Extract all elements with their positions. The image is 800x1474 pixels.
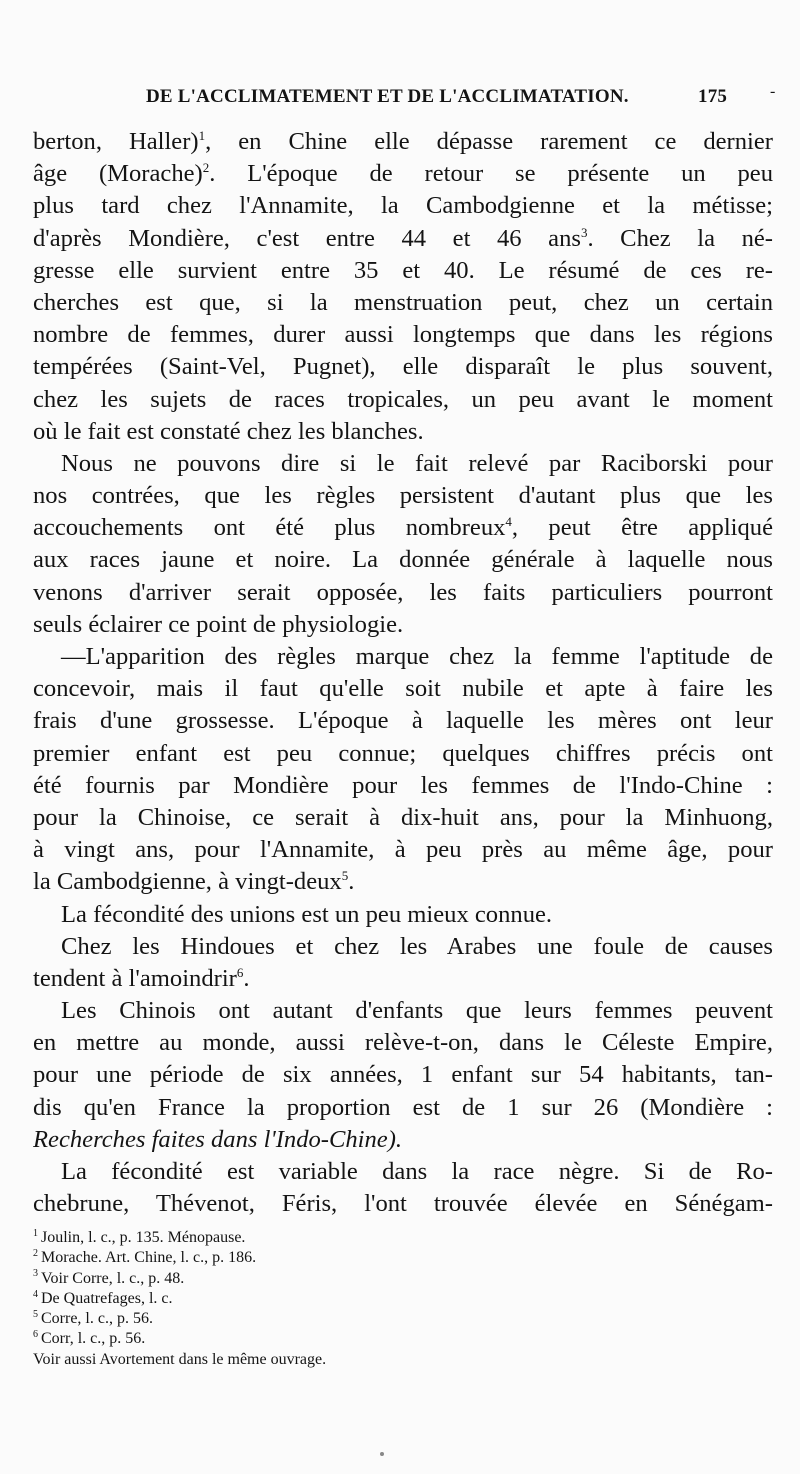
footnote-ref: 6 — [236, 964, 244, 980]
footnote-text: Corre, l. c., p. 56. — [41, 1310, 153, 1328]
footnote — [33, 1248, 773, 1268]
footnote-mark: 2 — [33, 1247, 38, 1259]
text-line: d'après Mondière, c'est entre 44 et 46 ans$^3$. Chez la né- — [33, 224, 773, 252]
footnote-ref: 3 — [580, 224, 588, 240]
footnote — [33, 1329, 773, 1349]
text-line: tendent à l'amoindrir$^6$. — [33, 964, 250, 992]
footnote — [33, 1350, 773, 1370]
footnote-mark: 5 — [33, 1308, 38, 1320]
footnote-text: Voir aussi Avortement dans le même ouvrage. — [33, 1350, 327, 1368]
footnote-text: Morache. Art. Chine, l. c., p. 186. — [41, 1249, 257, 1267]
margin-mark: - — [770, 83, 776, 100]
footnote-text: Joulin, l. c., p. 135. Ménopause. — [41, 1229, 246, 1246]
footnote-text: De Quatrefages, l. c. — [41, 1289, 173, 1307]
footnote-ref: 1 — [198, 127, 206, 143]
footnote-text: Voir Corre, l. c., p. 48. — [41, 1269, 185, 1287]
print-speck — [380, 1452, 384, 1456]
text-line: chebrune, Thévenot, Féris, l'ont trouvée élevée en Sénégam- — [33, 1190, 773, 1218]
footnote-mark: 3 — [33, 1268, 38, 1280]
text-line: berton, Haller)$^1$, en Chine elle dépasse rarement ce dernier — [33, 127, 773, 155]
text-line: Nous ne pouvons dire si le fait relevé par Raciborski pour — [61, 449, 773, 477]
text-line: où le fait est constaté chez les blanches. — [33, 417, 424, 445]
text-line: Les Chinois ont autant d'enfants que leurs femmes peuvent — [61, 997, 773, 1025]
text-line: Chez les Hindoues et chez les Arabes une foule de causes — [61, 932, 773, 960]
footnote-ref: 4 — [505, 514, 512, 530]
running-title: DE L'ACCLIMATEMENT ET DE L'ACCLIMATATION. — [146, 86, 629, 107]
footnote — [33, 1289, 773, 1309]
text-line: Recherches faites dans l'Indo-Chine). — [33, 1125, 403, 1153]
footnote — [33, 1228, 773, 1248]
footnotes — [33, 1228, 773, 1370]
text-line: en mettre au monde, aussi relève-t-on, dans le Céleste Empire, — [33, 1029, 773, 1057]
footnote-mark: 1 — [33, 1227, 38, 1239]
text-line: —L'apparition des règles marque chez la femme l'aptitude de — [61, 643, 773, 670]
text-line: nos contrées, que les règles persistent d'autant plus que les — [33, 482, 773, 510]
page-number: 175 — [698, 86, 728, 107]
text-line: la Cambodgienne, à vingt-deux$^5$. — [33, 868, 355, 896]
text-line: été fournis par Mondière pour les femmes de l'Indo-Chine : — [33, 771, 773, 799]
body-text — [33, 126, 773, 1220]
footnote-text: Corr, l. c., p. 56. — [41, 1330, 146, 1348]
text-line: à vingt ans, pour l'Annamite, à peu près au même âge, pour — [33, 836, 773, 864]
text-line: pour une période de six années, 1 enfant sur 54 habitants, tan- — [33, 1061, 773, 1089]
text-line: tempérées (Saint-Vel, Pugnet), elle disparaît le plus souvent, — [33, 353, 773, 381]
text-line: venons d'arriver serait opposée, les faits particuliers pourront — [33, 578, 773, 606]
text-line: frais d'une grossesse. L'époque à laquelle les mères ont leur — [33, 707, 773, 735]
text-line: nombre de femmes, durer aussi longtemps que dans les régions — [33, 321, 773, 349]
text-line: âge (Morache)$^2$. L'époque de retour se présente un peu — [33, 160, 773, 188]
text-line: concevoir, mais il faut qu'elle soit nubile et apte à faire les — [33, 675, 773, 703]
text-line: pour la Chinoise, ce serait à dix-huit ans, pour la Minhuong, — [33, 803, 773, 831]
text-line: chez les sujets de races tropicales, un peu avant le moment — [33, 385, 773, 413]
text-line: La fécondité est variable dans la race nègre. Si de Ro- — [61, 1158, 773, 1185]
footnote — [33, 1269, 773, 1289]
text-line: plus tard chez l'Annamite, la Cambodgienne et la métisse; — [33, 192, 773, 220]
footnote-ref: 5 — [341, 868, 349, 884]
text-line: premier enfant est peu connue; quelques chiffres précis ont — [33, 739, 773, 767]
text-line: cherches est que, si la menstruation peut, chez un certain — [33, 288, 773, 316]
footnote-mark: 4 — [33, 1288, 38, 1300]
text-line: La fécondité des unions est un peu mieux connue. — [61, 900, 553, 928]
text-line: gresse elle survient entre 35 et 40. Le résumé de ces re- — [33, 256, 773, 284]
text-line: aux races jaune et noire. La donnée générale à laquelle nous — [33, 546, 773, 574]
footnote-mark: 6 — [33, 1329, 38, 1341]
text-line: dis qu'en France la proportion est de 1 sur 26 (Mondière : — [33, 1093, 773, 1121]
footnote-ref: 2 — [202, 160, 210, 175]
text-line: seuls éclairer ce point de physiologie. — [33, 610, 404, 638]
text-line: accouchements ont été plus nombreux$^4$, peut être appliqué — [33, 514, 773, 542]
footnote — [33, 1309, 773, 1329]
page-header — [0, 83, 800, 116]
